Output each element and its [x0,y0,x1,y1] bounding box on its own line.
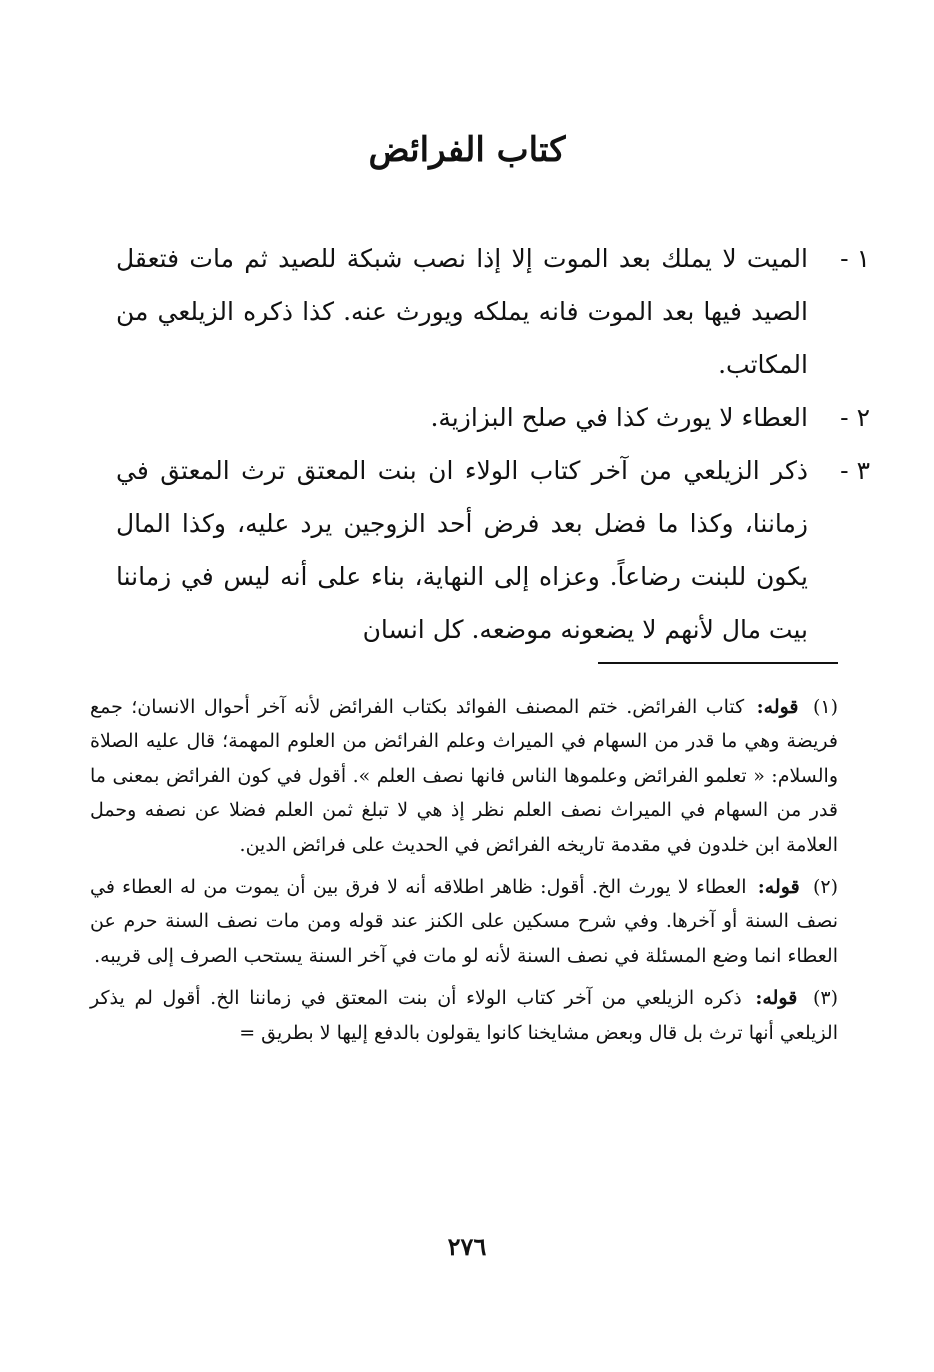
entry-text: ذكر الزيلعي من آخر كتاب الولاء ان بنت المعتق ترث المعتق في زماننا، وكذا ما فضل بعد فرض أحد الزوجين يرد عليه، وكذا المال يكون للبنت رضاعاً. وعزاه إلى النهاية، بناء على أنه ليس في زماننا بيت مال لأنهم لا يضعونه موضعه. كل انسان [116,456,808,644]
footnotes [90,690,838,1058]
footnote-number: (٣) [812,987,839,1010]
entry-number: ١ - [840,244,870,273]
footnote-number: (١) [812,696,839,718]
entry-2 [116,391,870,444]
footnote-1 [90,690,838,862]
footnote-keyword: قوله: [756,696,799,718]
footnote-separator [598,662,838,664]
entry-list [116,232,870,656]
footnote-number: (٢) [812,876,838,899]
footnote-3 [90,981,838,1050]
footnote-text: ذكره الزيلعي من آخر كتاب الولاء أن بنت المعتق في زماننا الخ. أقول لم يذكر الزيلعي أنها ترث بل قال وبعض مشايخنا كانوا يقولون بالدفع إليها لا بطريق = [90,987,838,1044]
chapter-title: كتاب الفرائض [368,130,566,170]
footnote-keyword: قوله: [755,987,798,1010]
entry-1 [116,232,870,391]
entry-text: العطاء لا يورث كذا في صلح البزازية. [430,403,808,432]
footnote-text: العطاء لا يورث الخ. أقول: ظاهر اطلاقه أنه لا فرق بين أن يموت من له العطاء في نصف السنة أو آخرها. وفي شرح مسكين على الكنز عند قوله ومن مات نصف السنة حرم عن العطاء انما وضع المسئلة في نصف السنة لأنه لو مات في آخر السنة يستحب الصرف إلى قريبه. [90,876,838,967]
entry-3 [116,444,870,656]
footnote-2 [90,870,838,973]
entry-number: ٣ - [840,456,870,485]
entry-text: الميت لا يملك بعد الموت إلا إذا نصب شبكة للصيد ثم مات فتعقل الصيد فيها بعد الموت فانه يملكه ويورث عنه. كذا ذكره الزيلعي من المكاتب. [116,244,808,379]
page-number: ٢٧٦ [447,1232,487,1261]
footnote-keyword: قوله: [757,876,800,899]
footnote-text: كتاب الفرائض. ختم المصنف الفوائد بكتاب الفرائض لأنه آخر أحوال الانسان؛ جمع فريضة وهي ما قدر من السهام في الميراث وعلم الفرائض من العلوم المهمة؛ قال عليه الصلاة والسلام: « تعلمو الفرائض وعلموها الناس فانها نصف العلم ». أقول في كون الفرائض بمعنى ما قدر من السهام في الميراث نصف العلم نظر إذ هي لا تبلغ ثمن العلم فضلا عن نصفه وحمل العلامة ابن خلدون في مقدمة تاريخه الفرائض في الحديث على فرائض الدين. [90,696,838,856]
entry-number: ٢ - [840,403,870,432]
